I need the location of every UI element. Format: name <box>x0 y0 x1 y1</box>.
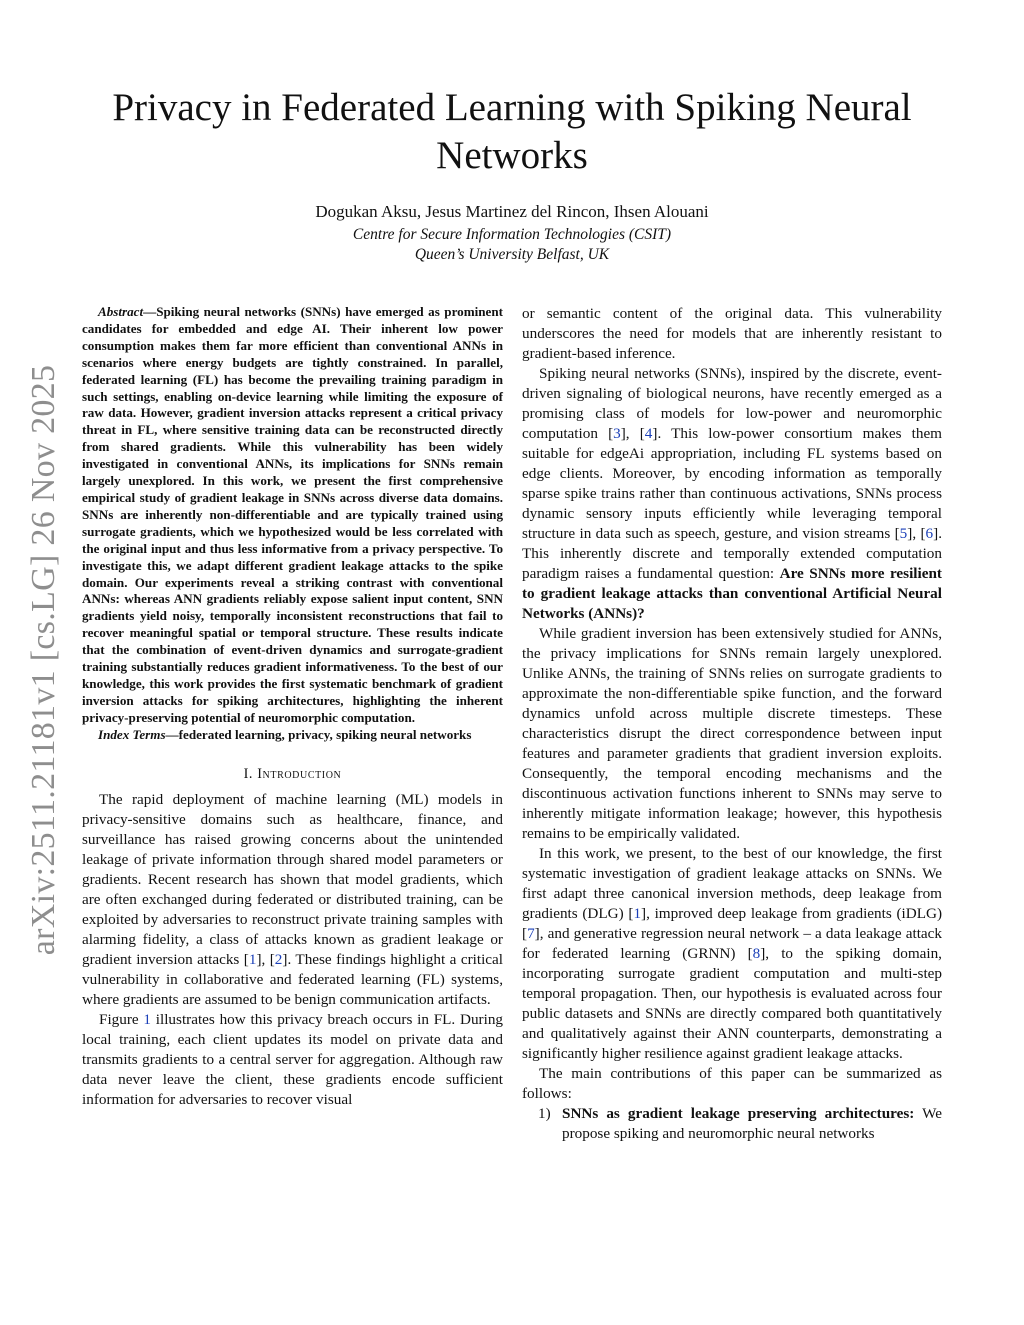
contribution-item-1: 1) SNNs as gradient leakage preserving architectures: We propose spiking and neuromorphic neural networks <box>538 1105 943 1142</box>
paragraph-intro-2: Figure 1 illustrates how this privacy breach occurs in FL. During local training, each client updates its model on private data and transmits gradients to a central server for aggregation. Although raw data never leave the client, these gradients encode sufficient information for adversaries to recover visual <box>82 1010 504 1108</box>
paragraph-contributions-intro: The main contributions of this paper can be summarized as follows: <box>522 1065 942 1102</box>
affiliation-university: Queen’s University Belfast, UK <box>414 246 610 263</box>
index-terms-text: —federated learning, privacy, spiking neural networks <box>165 726 472 742</box>
paragraph-snn-intro: Spiking neural networks (SNNs), inspired by the discrete, event-driven signaling of biological neurons, have recently emerged as a promising class of models for low-power and neuromorphic computation [3], [4]. This low-power consortium makes them suitable for edgeAi appropriation, including FL systems based on edge clients. Moreover, by encoding information as temporally sparse spike trains rather than continuous activations, SNNs process dynamic sensory inputs efficiently while leveraging temporal structure in data such as speech, gesture, and vision streams [5], [6]. This inherently discrete and temporally extended computation paradigm raises a fundamental question: Are SNNs more resilient to gradient leakage attacks than conventional Artificial Neural Networks (ANNs)? <box>522 365 942 622</box>
paragraph-intro-1: The rapid deployment of machine learning (ML) models in privacy-sensitive domains such as healthcare, finance, and surveillance has raised growing concerns about the unintended leakage of private information through shared model parameters or gradients. Recent research has shown that model gradients, which are often exchanged during federated or distributed training, can be exploited by adversaries to reconstruct private training samples with alarming fidelity, a class of attacks known as gradient leakage or gradient inversion attacks [1], [2]. These findings highlight a critical vulnerability in collaborative and federated learning (FL) systems, where gradients are assumed to be benign communication artifacts. <box>82 790 503 1008</box>
citation-link[interactable]: 6 <box>925 525 934 542</box>
citation-link[interactable]: 1 <box>633 905 642 922</box>
abstract <box>82 304 503 727</box>
index-terms <box>82 727 503 744</box>
arxiv-identifier: arXiv:2511.21181v1 [cs.LG] 26 Nov 2025 <box>25 364 62 956</box>
figure-link[interactable]: 1 <box>143 1010 152 1028</box>
citation-link[interactable]: 8 <box>752 945 761 962</box>
section-numeral: I. <box>243 765 258 782</box>
citation-link[interactable]: 1 <box>248 950 257 968</box>
left-column <box>82 304 503 1110</box>
citation-link[interactable]: 2 <box>274 950 283 968</box>
citation-link[interactable]: 5 <box>899 525 908 542</box>
paragraph-continued: or semantic content of the original data. This vulnerability underscores the need for models that are inherently resistant to gradient-based inference. <box>522 305 942 362</box>
paragraph-this-work: In this work, we present, to the best of our knowledge, the first systematic investigation of gradient leakage attacks on SNNs. We first adapt three canonical inversion methods, deep leakage from gradients (DLG) [1], improved deep leakage from gradients (iDLG) [7], and generative regression neural network – a data leakage attack for federated learning (GRNN) [8], to the spiking domain, incorporating surrogate gradient computation and multi-step temporal propagation. Then, our hypothesis is evaluated across four public datasets and SNNs are directly compared both quantitatively and qualitatively against their ANN counterparts, demonstrating a significantly higher resilience against gradient leakage attacks. <box>522 845 942 1062</box>
author-list: Dogukan Aksu, Jesus Martinez del Rincon, Ihsen Alouani <box>315 202 709 221</box>
abstract-text: —Spiking neural networks (SNNs) have emerged as prominent candidates for embedded and edge AI. Their inherent low power consumption makes them far more efficient than conventional ANNs in scenarios where energy budgets are tightly constrained. In parallel, federated learning (FL) has become the prevailing training paradigm in such settings, enabling on-device learning while limiting the exposure of raw data. However, gradient inversion attacks represent a critical privacy threat in FL, where sensitive training data can be reconstructed directly from shared gradients. While this vulnerability has been widely investigated in conventional ANNs, its implications for SNNs remain largely unexplored. In this work, we present the first comprehensive empirical study of gradient leakage in SNNs across diverse data domains. SNNs are inherently non-differentiable and are typically trained using surrogate gradients, which we hypothesized would be less correlated with the original input and thus less informative from a privacy perspective. To investigate this, we adapt different gradient leakage attacks to the spike domain. Our experiments reveal a striking contrast with conventional ANNs: whereas ANN gradients reliably expose salient input content, SNN gradients yield noisy, temporally inconsistent reconstructions that fail to recover meaningful spatial or temporal structure. These results indicate that the combination of event-driven dynamics and surrogate-gradient training substantially reduces gradient informativeness. To the best of our knowledge, this work provides the first systematic benchmark of gradient inversion attacks for spiking architectures, highlighting the inherent privacy-preserving potential of neuromorphic computation. <box>82 304 503 725</box>
index-terms-label: Index Terms <box>98 726 166 742</box>
paper-title: Privacy in Federated Learning with Spiking Neural Networks <box>112 86 912 177</box>
section-title: Introduction <box>257 765 342 782</box>
research-question: Are SNNs more resilient to gradient leakage attacks than conventional Artificial Neural Networks (ANNs)? <box>522 565 942 622</box>
affiliation-institute: Centre for Secure Information Technologies (CSIT) <box>352 226 672 243</box>
right-column <box>522 304 942 1144</box>
section-heading-introduction <box>82 766 503 783</box>
contribution-heading: SNNs as gradient leakage preserving architectures: <box>562 1105 915 1122</box>
abstract-label: Abstract <box>98 304 144 319</box>
paragraph-gradient-inversion: While gradient inversion has been extensively studied for ANNs, the privacy implications for SNNs remain largely unexplored. Unlike ANNs, the training of SNNs relies on surrogate gradients to approximate the non-differentiable spike function, and the forward dynamics unfold across multiple discrete timesteps. These characteristics disrupt the direct correspondence between input features and parameter gradients that gradient inversion exploits. Consequently, the temporal encoding mechanisms and the discontinuous activation functions inherent to SNNs may serve to inherently mitigate information leakage; however, this hypothesis remains to be empirically validated. <box>522 625 942 842</box>
citation-link[interactable]: 3 <box>613 425 621 442</box>
citation-link[interactable]: 7 <box>527 925 535 942</box>
list-number: 1) <box>538 1105 551 1122</box>
citation-link[interactable]: 4 <box>644 425 653 442</box>
